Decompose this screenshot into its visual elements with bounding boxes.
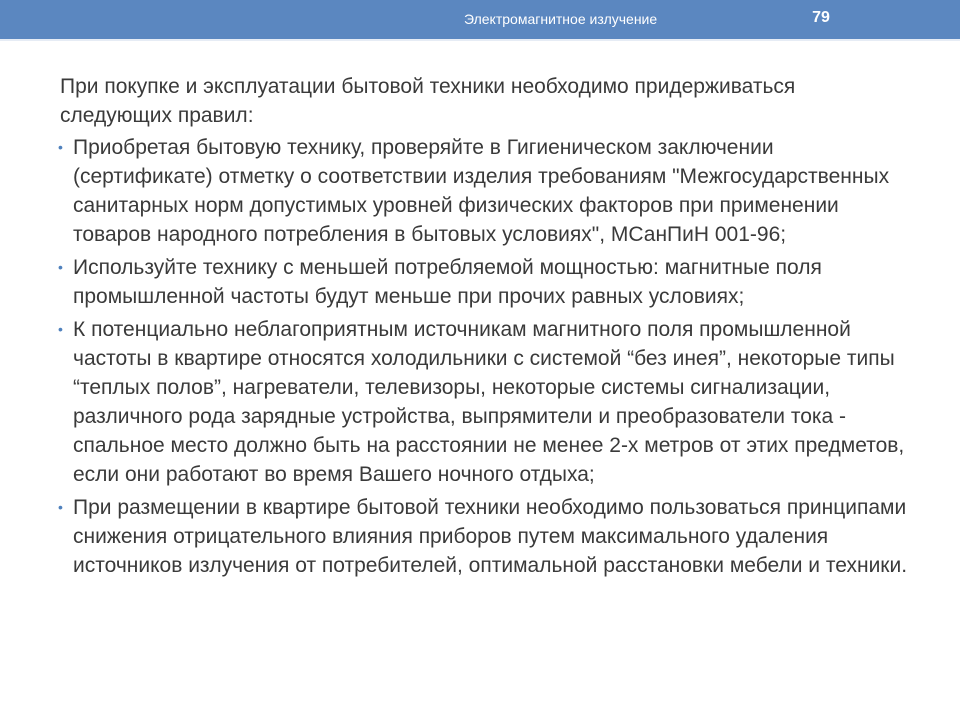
bullet-icon: •: [58, 321, 63, 337]
list-item-text: К потенциально неблагоприятным источникам магнитного поля промышленной частоты в квартире относятся холодильники с системой “без инея”, некоторые типы “теплых полов”, нагреватели, телевизоры, некоторые системы сигнализации, различного рода зарядные устройства, выпрямители и преобразователи тока - спальное место должно быть на расстоянии не менее 2-х метров от этих предметов, если они работают во время Вашего ночного отдыха;: [73, 318, 905, 486]
list-item: [60, 315, 910, 489]
list-item-text: Приобретая бытовую технику, проверяйте в Гигиеническом заключении (сертификате) отметку о соответствии изделия требованиям "Межгосударственных санитарных норм допустимых уровней физических факторов при применении товаров народного потребления в бытовых условиях", МСанПиН 001-96;: [73, 136, 890, 246]
list-item-text: При размещении в квартире бытовой техники необходимо пользоваться принципами снижения отрицательного влияния приборов путем максимального удаления источников излучения от потребителей, оптимальной расстановки мебели и техники.: [73, 496, 908, 577]
bullet-icon: •: [58, 499, 63, 515]
bullet-icon: •: [58, 139, 63, 155]
list-item-text: Используйте технику с меньшей потребляемой мощностью: магнитные поля промышленной частоты будут меньше при прочих равных условиях;: [73, 256, 822, 308]
slide-content: [60, 72, 910, 584]
slide-header-title: Электромагнитное излучение: [464, 11, 658, 27]
bullet-icon: •: [58, 259, 63, 275]
slide-number: 79: [812, 9, 830, 26]
list-item: [60, 253, 910, 311]
list-item: [60, 133, 910, 249]
header-divider: [0, 39, 960, 41]
intro-paragraph: При покупке и эксплуатации бытовой техники необходимо придерживаться следующих правил:: [60, 75, 796, 127]
rules-list: [60, 133, 910, 580]
list-item: [60, 493, 910, 580]
